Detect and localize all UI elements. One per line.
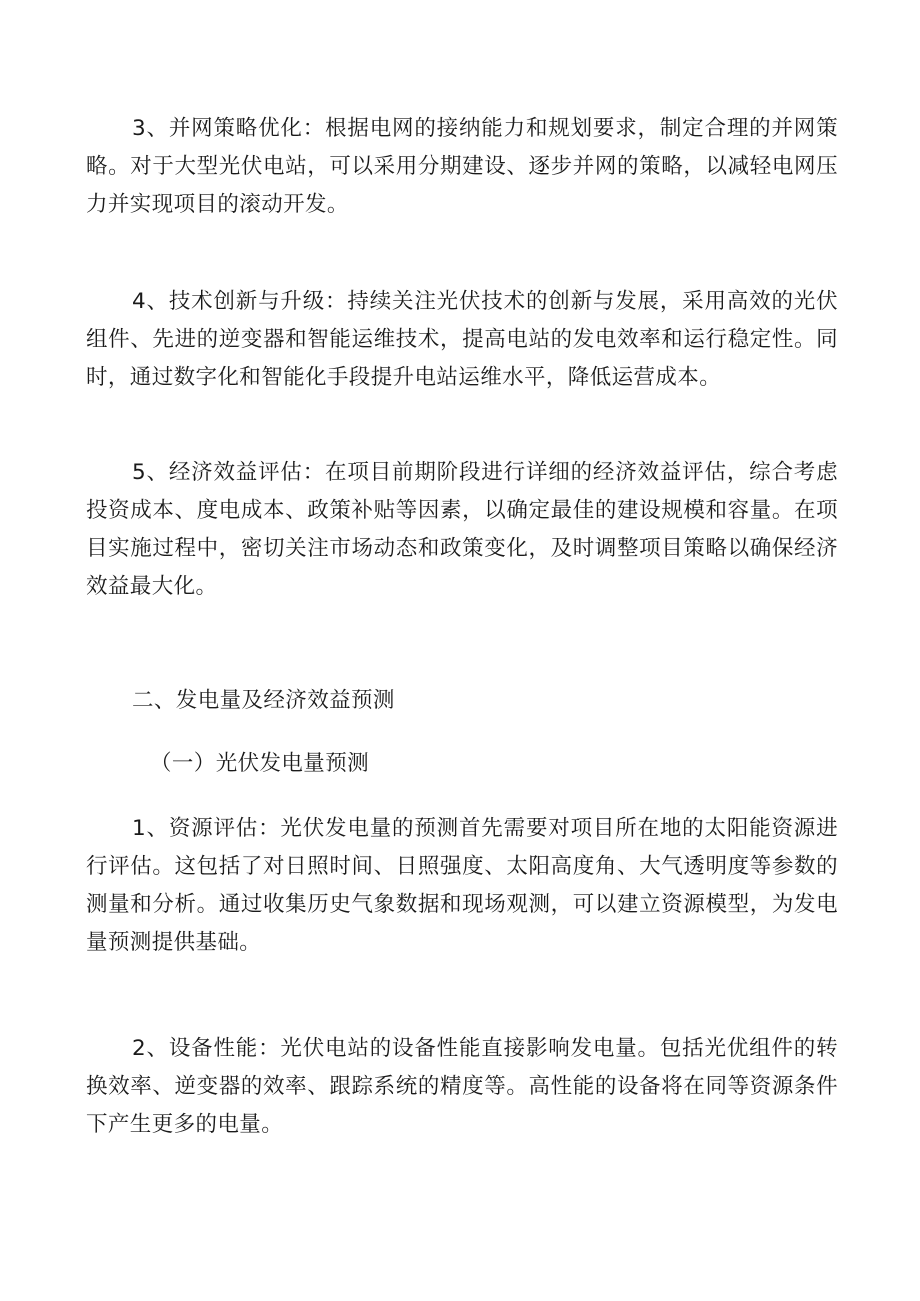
paragraph-economic-assessment [86, 454, 838, 606]
paragraph-text: 2、设备性能：光伏电站的设备性能直接影响发电量。包括光优组件的转换效率、逆变器的效率、跟踪系统的精度等。高性能的设备将在同等资源条件下产生更多的电量。 [86, 1036, 838, 1137]
paragraph-text: 5、经济效益评估：在项目前期阶段进行详细的经济效益评估，综合考虑投资成本、度电成本、政策补贴等因素，以确定最佳的建设规模和容量。在项目实施过程中，密切关注市场动态和政策变化，及时调整项目策略以确保经济效益最大化。 [86, 460, 838, 599]
section-heading: 二、发电量及经济效益预测 [132, 688, 395, 713]
paragraph-tech-innovation [86, 283, 838, 397]
paragraph-text: 1、资源评估：光伏发电量的预测首先需要对项目所在地的太阳能资源进行评估。这包括了对日照时间、日照强度、太阳高度角、大气透明度等参数的测量和分析。通过收集历史气象数据和现场观测，可以建立资源模型，为发电量预测提供基础。 [86, 816, 838, 955]
paragraph-grid-strategy [86, 110, 838, 224]
paragraph-text: 4、技术创新与升级：持续关注光伏技术的创新与发展，采用高效的光伏组件、先进的逆变器和智能运维技术，提高电站的发电效率和运行稳定性。同时，通过数字化和智能化手段提升电站运维水平，降低运营成本。 [86, 289, 838, 390]
paragraph-resource-assessment [86, 810, 838, 962]
paragraph-text: 3、并网策略优化：根据电网的接纳能力和规划要求，制定合理的并网策略。对于大型光伏电站，可以采用分期建设、逐步并网的策略，以减轻电网压力并实现项目的滚动开发。 [86, 116, 838, 217]
subsection-heading: （一）光伏发电量预测 [150, 751, 370, 776]
paragraph-equipment-performance [86, 1030, 838, 1144]
